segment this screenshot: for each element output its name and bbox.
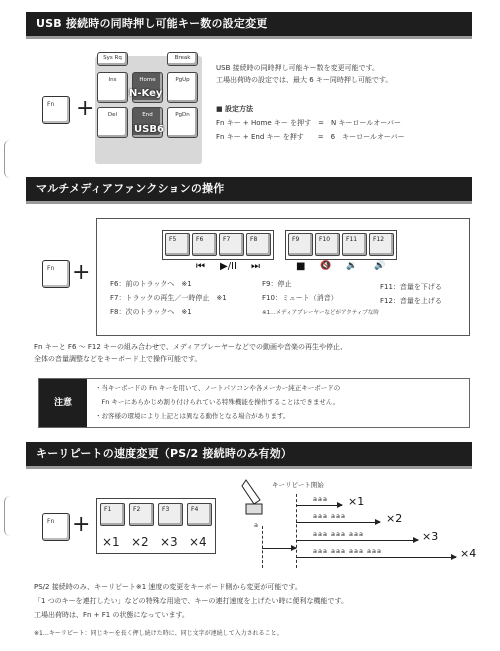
keyrepeat-para-line1: PS/2 接続時のみ、キーリピート※1 速度の変更をキーボード側から変更が可能です。	[34, 583, 302, 591]
keyrepeat-footnote: ※1…キーリピート：同じキーを長く押し続けた時に、同じ文字が連続して入力されること。	[34, 630, 283, 637]
prev-track-icon: ⏮	[196, 261, 205, 272]
fn-key-illustration	[42, 260, 70, 288]
keyrepeat-para-line3: 工場出荷時は、Fn + F1 の状態になっています。	[34, 611, 189, 619]
section-underline	[26, 201, 472, 204]
multimedia-para-line2: 全体の音量調整などをキーボード上で操作可能です。	[34, 355, 202, 363]
f10-key: F10	[315, 233, 340, 256]
volume-down-icon: 🔉	[346, 261, 358, 271]
repeat-row-2-arrow	[296, 522, 380, 523]
repeat-row-2-text: aaa aaa	[313, 512, 346, 520]
pgdn-key: PgDn	[167, 107, 198, 138]
speed-x1: ×1	[102, 535, 120, 549]
speed-x4: ×4	[189, 535, 207, 549]
f9-desc: F9：停止	[262, 280, 292, 288]
timeline-start	[262, 526, 263, 568]
usb-desc-line1: USB 接続時の同時押し可能キー数を変更可能です。	[216, 64, 380, 72]
next-track-icon: ⏭	[251, 261, 260, 272]
repeat-row-2-mult: ×2	[386, 512, 403, 525]
play-pause-icon: ▶/II	[220, 261, 237, 272]
f9-key: F9	[288, 233, 313, 256]
home-key: Home	[132, 72, 163, 103]
f12-key: F12	[369, 233, 394, 256]
f6-desc: F6：前のトラックへ ※1	[110, 280, 192, 288]
method-6key: Fn キー + End キー を押す = 6 キーロールオーバー	[216, 133, 405, 141]
section-underline	[26, 36, 472, 39]
margin-bracket	[4, 496, 10, 536]
f6-key: F6	[192, 233, 217, 256]
stop-icon: ■	[296, 261, 306, 272]
fn-key-label: Fn	[47, 101, 55, 108]
f11-key: F11	[342, 233, 367, 256]
plus-sign: +	[76, 96, 95, 121]
caution-line1: ・当キーボードの Fn キーを用いて、ノートパソコンや各メーカー純正キーボードの	[95, 384, 341, 392]
sysrq-key: Sys Rq	[97, 52, 128, 66]
caution-line2: Fn キーにあらかじめ割り付けられている特殊機能を操作することはできません。	[95, 398, 340, 406]
fn-key-illustration	[42, 96, 70, 124]
f7-key: F7	[219, 233, 244, 256]
usb-desc-line2: 工場出荷時の設定では、最大 6 キー同時押し可能です。	[216, 76, 393, 84]
section-underline	[26, 466, 472, 469]
f8-key: F8	[246, 233, 271, 256]
repeat-row-3-arrow	[296, 540, 418, 541]
initial-delay-arrow	[262, 548, 296, 549]
f8-desc: F8：次のトラックへ ※1	[110, 308, 192, 316]
f5-key: F5	[165, 233, 190, 256]
f3-key: F3	[158, 503, 183, 526]
speed-x2: ×2	[131, 535, 149, 549]
f2-key: F2	[129, 503, 154, 526]
repeat-fkey-panel	[96, 498, 216, 554]
f7-desc: F7：トラックの再生／一時停止 ※1	[110, 294, 227, 302]
f1-key: F1	[100, 503, 125, 526]
nkey-label: N-Key	[129, 88, 163, 99]
speed-x3: ×3	[160, 535, 178, 549]
fn-key-illustration	[42, 513, 70, 541]
caution-line3: ・お客様の環境により上記とは異なる動作となる場合があります。	[95, 412, 290, 420]
section-keyrepeat-title: キーリピートの速度変更（PS/2 接続時のみ有効）	[26, 442, 472, 466]
plus-sign: +	[72, 512, 91, 537]
caution-box	[38, 378, 470, 428]
multimedia-para-line1: Fn キーと F6 〜 F12 キーの組み合わせで、メディアプレーヤーなどでの動画や音楽の再生や停止、	[34, 343, 348, 351]
repeat-start-label: キーリピート開始	[272, 481, 324, 489]
repeat-row-3-text: aaa aaa aaa	[313, 530, 364, 538]
fn-key-label: Fn	[47, 518, 55, 525]
fn-key-label: Fn	[47, 265, 55, 272]
repeat-row-3-mult: ×3	[422, 530, 439, 543]
f10-desc: F10：ミュート（消音）	[262, 294, 338, 302]
plus-sign: +	[72, 260, 91, 285]
key-a-label: a	[254, 521, 258, 529]
margin-bracket	[4, 140, 10, 178]
repeat-row-4-text: aaa aaa aaa aaa	[313, 547, 382, 555]
f11-desc: F11：音量を下げる	[380, 283, 442, 291]
caution-label: 注意	[39, 379, 87, 427]
keypad-illustration	[95, 56, 202, 164]
volume-up-icon: 🔊	[374, 261, 386, 271]
repeat-row-1-arrow	[296, 505, 342, 506]
break-key: Break	[167, 52, 198, 66]
mute-icon: 🔇	[320, 261, 332, 271]
del-key: Del	[97, 107, 128, 138]
keyrepeat-para-line2: 「1 つのキーを連打したい」などの特殊な用途で、キーの連打速度を上げたい時に便利な機能です。	[34, 597, 348, 605]
repeat-row-1-text: aaa	[313, 495, 328, 503]
end-key: End	[132, 107, 163, 138]
repeat-row-4-mult: ×4	[460, 547, 477, 560]
usb6-label: USB6	[134, 124, 164, 135]
method-heading: ■ 設定方法	[216, 105, 254, 113]
f12-desc: F12：音量を上げる	[380, 297, 442, 305]
section-usb-title: USB 接続時の同時押し可能キー数の設定変更	[26, 12, 472, 36]
pgup-key: PgUp	[167, 72, 198, 103]
fkey-strip-left	[162, 230, 274, 260]
fkey-strip-right	[285, 230, 397, 260]
media-footnote: ※1…メディアプレーヤーなどがアクティブな時	[262, 310, 379, 316]
section-multimedia-title: マルチメディアファンクションの操作	[26, 177, 472, 201]
method-nkey: Fn キー + Home キー を押す = N キーロールオーバー	[216, 119, 401, 127]
repeat-row-4-arrow	[296, 557, 456, 558]
f4-key: F4	[187, 503, 212, 526]
ins-key: Ins	[97, 72, 128, 103]
repeat-row-1-mult: ×1	[348, 495, 365, 508]
